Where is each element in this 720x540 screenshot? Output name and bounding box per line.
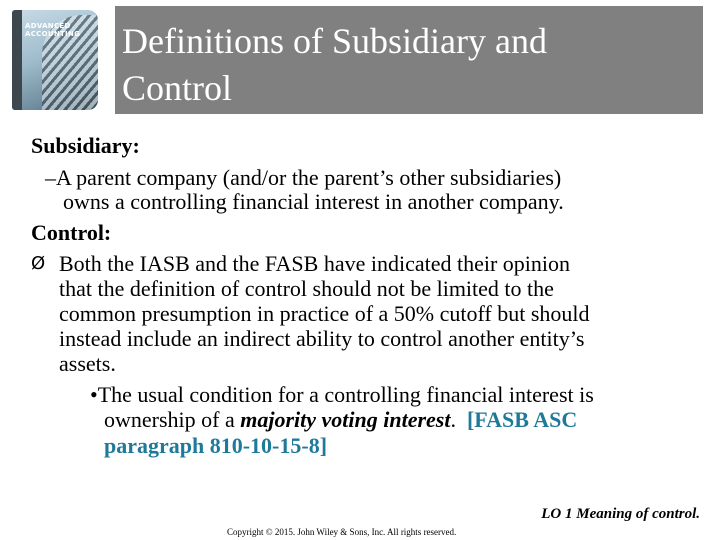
control-text: assets. <box>59 351 116 376</box>
control-heading: Control: <box>31 220 112 245</box>
control-text: common presumption in practice of a 50% cutoff but should <box>59 301 590 326</box>
control-text: that the definition of control should not be limited to the <box>59 276 554 301</box>
learning-objective: LO 1 Meaning of control. <box>541 506 700 522</box>
copyright: Copyright © 2015. John Wiley & Sons, Inc. All rights reserved. <box>227 527 457 537</box>
subsidiary-heading: Subsidiary: <box>31 133 140 158</box>
arrow-bullet-icon: Ø <box>31 253 46 274</box>
title-line: Control <box>122 68 233 108</box>
title-bar <box>115 6 703 114</box>
book-cover-image <box>12 10 98 110</box>
book-spine <box>12 10 22 110</box>
control-text: instead include an indirect ability to control another entity’s <box>59 326 585 351</box>
fasb-reference: [FASB ASC <box>466 407 578 432</box>
text: ownership of a <box>104 407 241 432</box>
subsidiary-text: –A parent company (and/or the parent’s other subsidiaries) <box>45 165 562 190</box>
emphasis-text: majority voting interest <box>240 407 451 432</box>
book-cover-title: ADVANCED ACCOUNTING <box>25 22 81 38</box>
title-line: Definitions of Subsidiary and <box>122 21 547 61</box>
control-text: Both the IASB and the FASB have indicated their opinion <box>59 251 571 276</box>
sub-bullet-text: •The usual condition for a controlling financial interest is <box>90 382 594 407</box>
slide-title <box>122 18 547 112</box>
subsidiary-text: owns a controlling financial interest in another company. <box>63 189 564 214</box>
sub-bullet-text <box>104 407 577 432</box>
text: . <box>450 407 467 432</box>
fasb-reference: paragraph 810-10-15-8] <box>104 433 328 458</box>
